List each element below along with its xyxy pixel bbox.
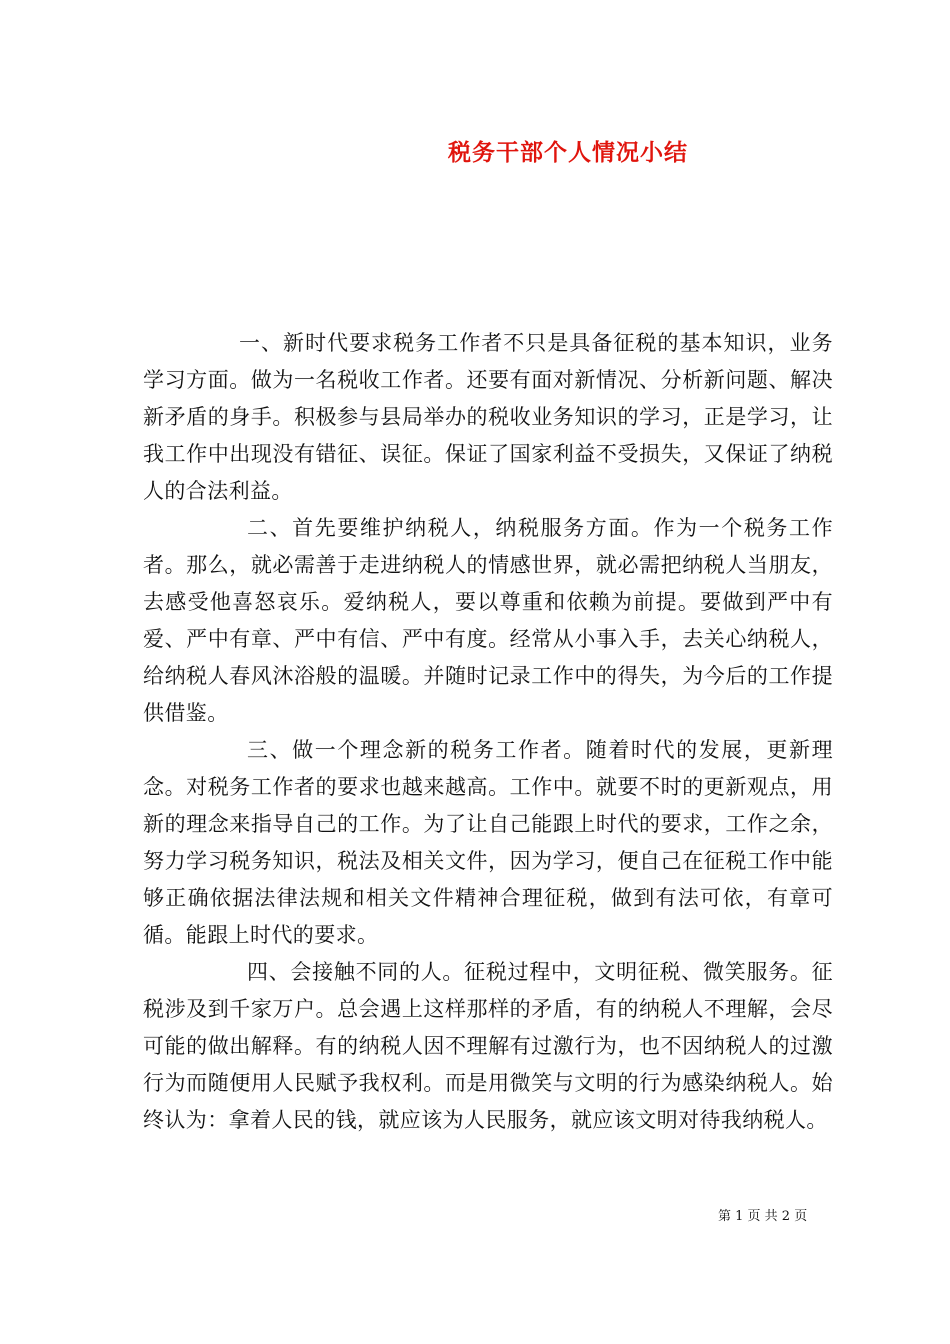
paragraph-1: 一、新时代要求税务工作者不只是具备征税的基本知识，业务学习方面。做为一名税收工作者。还要有面对新情况、分析新问题、解决新矛盾的身手。积极参与县局举办的税收业务知识的学习，正是学习，让我工作中出现没有错征、误征。保证了国家利益不受损失，又保证了纳税人的合法利益。 [143,331,833,503]
paragraph-3: 三、做一个理念新的税务工作者。随着时代的发展，更新理念。对税务工作者的要求也越来越高。工作中。就要不时的更新观点，用新的理念来指导自己的工作。为了让自己能跟上时代的要求，工作之余，努力学习税务知识，税法及相关文件，因为学习，便自己在征税工作中能够正确依据法律法规和相关文件精神合理征税，做到有法可依，有章可循。能跟上时代的要求。 [143,738,833,947]
paragraph-2: 二、首先要维护纳税人，纳税服务方面。作为一个税务工作者。那么，就必需善于走进纳税人的情感世界，就必需把纳税人当朋友，去感受他喜怒哀乐。爱纳税人，要以尊重和依赖为前提。要做到严中有爱、严中有章、严中有信、严中有度。经常从小事入手，去关心纳税人，给纳税人春风沐浴般的温暖。并随时记录工作中的得失，为今后的工作提供借鉴。 [143,516,833,725]
page-number-footer: 第 1 页 共 2 页 [718,1209,808,1224]
document-body [143,325,833,1139]
paragraph-4: 四、会接触不同的人。征税过程中，文明征税、微笑服务。征税涉及到千家万户。总会遇上这样那样的矛盾，有的纳税人不理解，会尽可能的做出解释。有的纳税人因不理解有过激行为，也不因纳税人的过激行为而随便用人民赋予我权利。而是用微笑与文明的行为感染纳税人。始终认为：拿着人民的钱，就应该为人民服务，就应该文明对待我纳税人。 [143,960,833,1132]
document-title: 税务干部个人情况小结 [448,139,688,166]
